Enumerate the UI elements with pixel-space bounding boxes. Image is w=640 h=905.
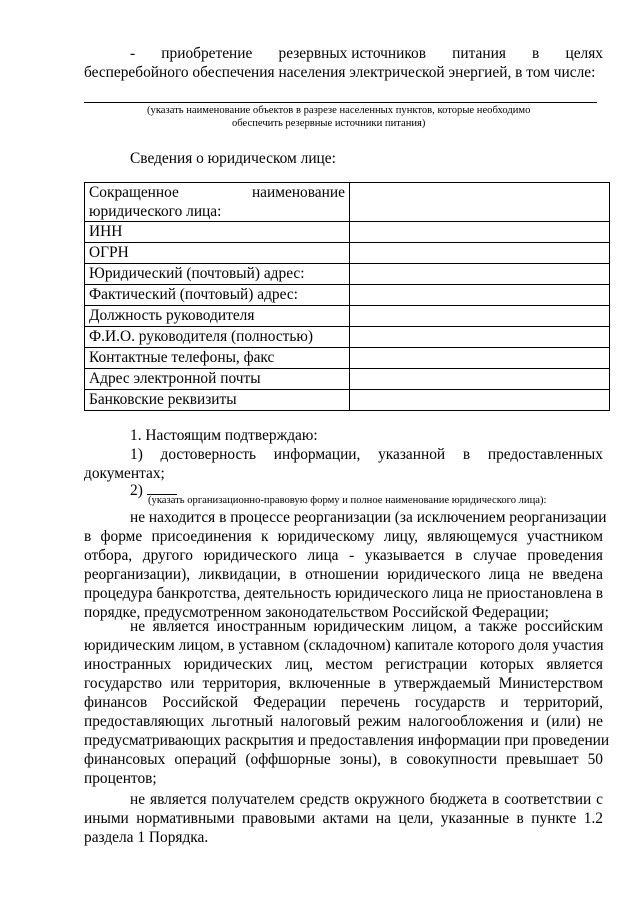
intro-word: в [532,45,540,62]
p2-line: финансовых операций (оффшорные зоны), в совокупности превышает 50 [84,751,603,768]
p2-line: финансов Российской Федерации перечень государств и территорий, [84,694,603,711]
confirm-heading: 1. Настоящим подтверждаю: [130,427,318,444]
table-value-cell[interactable] [349,390,609,411]
confirm-item-2-number: 2) [130,482,143,499]
table-value-cell[interactable] [349,264,609,285]
intro-word: резервных источников [278,45,426,62]
confirm-item-word: 1) [130,446,143,463]
intro-line-1 [130,44,603,63]
p2-line: предусматривающих раскрытия и предоставления информации при проведении [84,732,610,749]
table-value-cell[interactable] [349,348,609,369]
intro-word: приобретение [161,45,253,62]
confirm-item-word: в [462,446,471,463]
table-value-cell[interactable] [349,183,609,222]
table-label-cell: Контактные телефоны, факс [85,348,350,369]
table-label-cell: Ф.И.О. руководителя (полностью) [85,327,350,348]
p1-line: отбора, другого юридического лица - указывается в случае проведения [84,547,603,564]
p1-line: порядке, предусмотренном законодательством Российской Федерации; [84,604,549,621]
confirm-item-1 [130,445,603,464]
table-label-line: Сокращенное наименование [89,184,345,201]
confirm-item-word: указанной [378,446,446,463]
table-label-cell: ОГРН [85,243,350,264]
table-row [85,369,610,390]
legal-entity-heading: Сведения о юридическом лице: [130,150,336,167]
p2-line: не является иностранным юридическим лицом, а также российским [130,618,603,635]
legal-entity-table [84,182,610,411]
intro-note-line-2: обеспечить резервные источники питания) [232,118,426,129]
table-label-cell: Адрес электронной почты [85,369,350,390]
object-name-blank-line [84,102,597,103]
table-value-cell[interactable] [349,327,609,348]
intro-dash: - [130,45,136,62]
confirm-item-word: достоверность [160,446,257,463]
p1-line: в форме присоединения к юридическому лицу, являющемуся участником [84,528,603,545]
table-label-cell [85,183,350,222]
confirm-item-word: предоставленных [487,446,603,463]
table-row [85,327,610,348]
p2-line: юридическим лицом, в уставном (складочном) капитале которого доля участия [84,637,604,654]
p2-line: государство или территория, включенные в утверждаемый Министерством [84,675,603,692]
table-value-cell[interactable] [349,222,609,243]
p1-line: реорганизации), ликвидации, в отношении юридического лица не введена [84,566,603,583]
intro-line-2: бесперебойного обеспечения населения электрической энергией, в том числе: [84,64,596,81]
table-value-cell[interactable] [349,285,609,306]
table-value-cell[interactable] [349,306,609,327]
table-label-cell: Юридический (почтовый) адрес: [85,264,350,285]
intro-word: целях [565,45,603,62]
intro-note-line-1: (указать наименование объектов в разрезе населенных пунктов, которые необходимо [147,105,531,116]
table-row [85,264,610,285]
table-value-cell[interactable] [349,369,609,390]
table-value-cell[interactable] [349,243,609,264]
p1-line: процедура банкротства, деятельность юридического лица не приостановлена в [84,585,603,602]
table-label-cell: Фактический (почтовый) адрес: [85,285,350,306]
p3-line: иными нормативными правовыми актами на цели, указанные в пункте 1.2 [84,810,603,827]
confirm-item-1-line-2: документах; [84,465,165,482]
p3-line: не является получателем средств окружного бюджета в соответствии с [130,791,603,808]
table-label-line: юридического лица: [89,203,222,220]
table-row [85,285,610,306]
table-label-cell: Должность руководителя [85,306,350,327]
table-row [85,348,610,369]
table-label-cell: ИНН [85,222,350,243]
org-name-blank[interactable] [147,480,177,495]
confirm-item-word: информации, [273,446,361,463]
table-row [85,243,610,264]
p3-line: раздела 1 Порядка. [84,829,209,846]
p2-line: процентов; [84,770,157,787]
p1-line: не находится в процессе реорганизации (за исключением реорганизации [130,509,607,526]
p2-line: иностранных юридических лиц, местом регистрации которых является [84,656,603,673]
table-label-cell: Банковские реквизиты [85,390,350,411]
intro-word: питания [452,45,506,62]
table-row [85,390,610,411]
table-row [85,222,610,243]
table-row [85,306,610,327]
p2-line: предоставляющих льготный налоговый режим налогообложения и (или) не [84,713,603,730]
table-row [85,183,610,222]
confirm-item-2-note: (указать организационно-правовую форму и полное наименование юридического лица): [148,495,547,506]
